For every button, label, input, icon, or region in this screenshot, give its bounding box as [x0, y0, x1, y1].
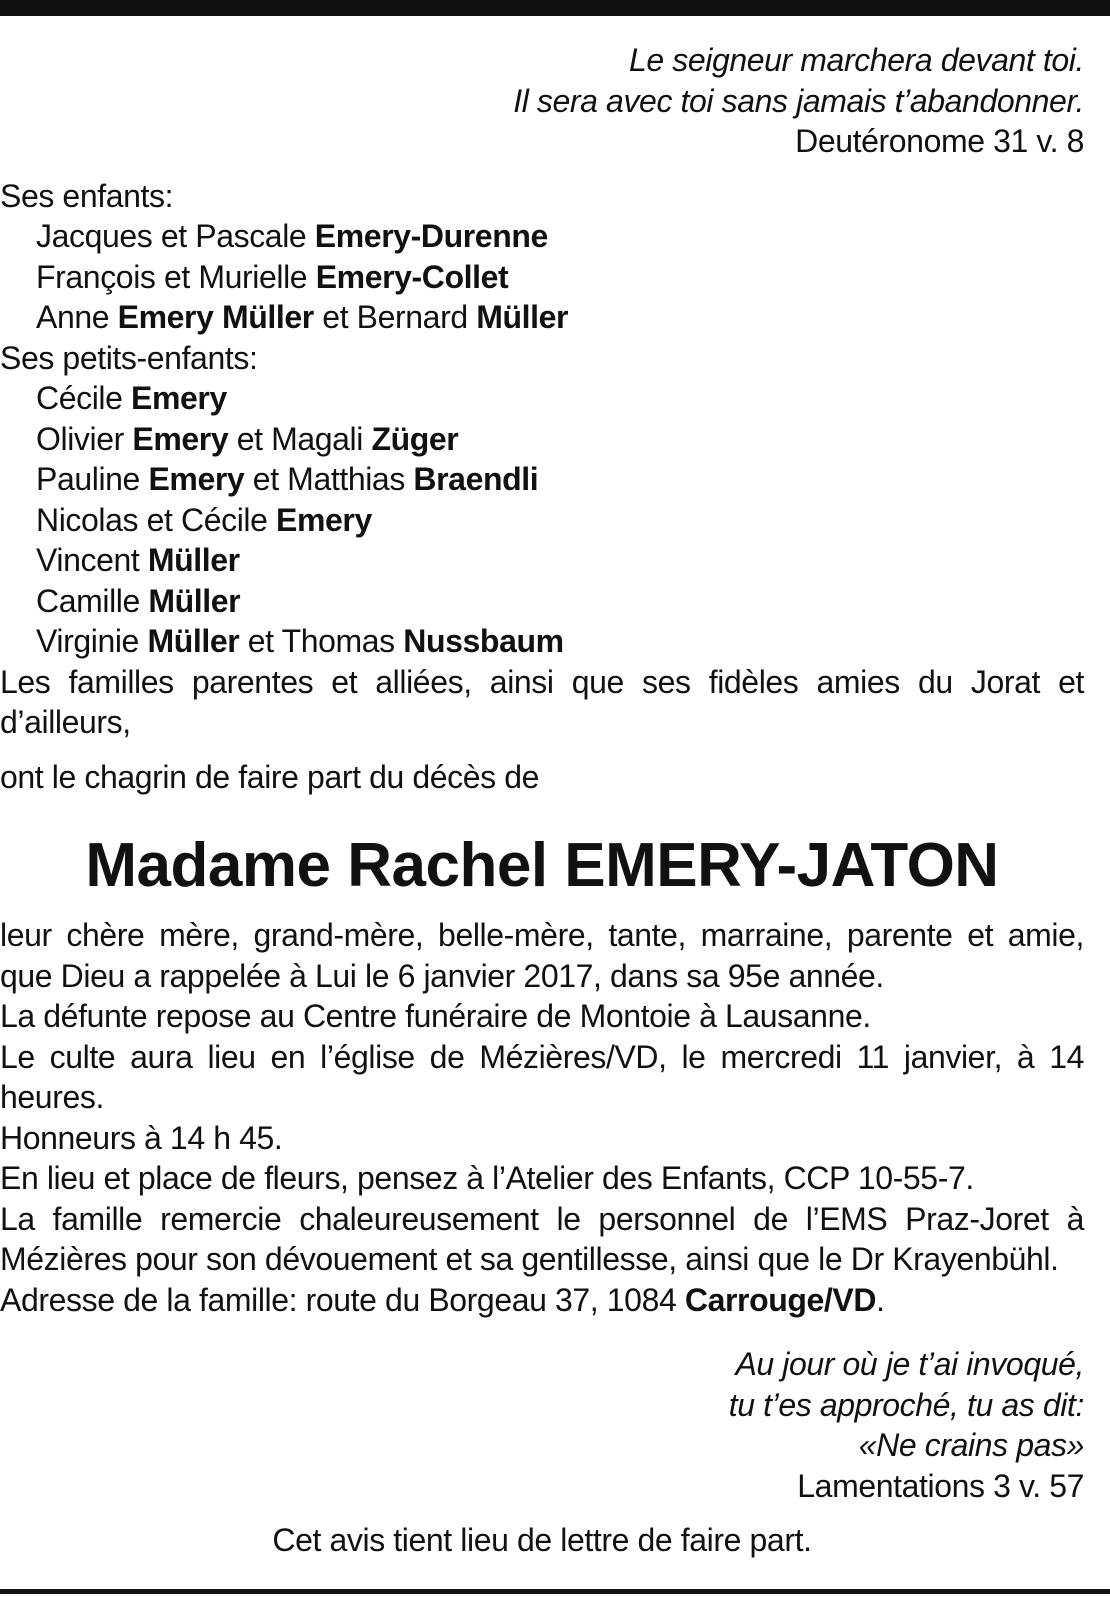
verse-reference: Deutéronome 31 v. 8 — [795, 123, 1084, 159]
family-address: Adresse de la famille: route du Borgeau 37, 1084 Carrouge/VD. — [0, 1281, 885, 1318]
grandchild-row: Pauline Emery et Matthias Braendli — [36, 461, 539, 497]
families-line: Les familles parentes et alliées, ainsi que ses fidèles amies du Jorat et d’ailleurs, — [0, 663, 1084, 740]
grandchild-row: Virginie Müller et Thomas Nussbaum — [36, 623, 564, 659]
child-row: François et Murielle Emery-Collet — [36, 258, 509, 295]
verse-line-2: tu t’es approché, tu as dit: — [728, 1386, 1084, 1423]
grandchild-row: Nicolas et Cécile Emery — [36, 501, 372, 538]
grandchildren-section — [0, 338, 1084, 662]
child-row: Anne Emery Müller et Bernard Müller — [36, 299, 569, 335]
details-section — [0, 915, 1084, 1320]
grandchild-row: Cécile Emery — [36, 380, 227, 416]
details-paragraph: La famille remercie chaleureusement le personnel de l’EMS Praz-Joret à Mézières pour son dévouement et sa gentillesse, ainsi que le Dr Krayenbühl. — [0, 1200, 1084, 1277]
details-paragraph: La défunte repose au Centre funéraire de Montoie à Lausanne. — [0, 998, 871, 1034]
child-row: Jacques et Pascale Emery-Durenne — [36, 218, 548, 254]
details-paragraph: leur chère mère, grand-mère, belle-mère, tante, marraine, parente et amie, que Dieu a rappelée à Lui le 6 janvier 2017, dans sa 95e année. — [0, 917, 1084, 994]
top-rule — [0, 0, 1110, 16]
closing-note: Cet avis tient lieu de lettre de faire part. — [272, 1522, 812, 1558]
details-paragraph: Le culte aura lieu en l’église de Mézières/VD, le mercredi 11 janvier, à 14 heures. — [0, 1038, 1084, 1115]
details-paragraph: Honneurs à 14 h 45. — [0, 1119, 283, 1156]
children-section — [0, 176, 1084, 338]
closing-verse — [0, 1344, 1084, 1506]
verse-reference: Lamentations 3 v. 57 — [797, 1467, 1084, 1504]
grandchildren-heading: Ses petits-enfants: — [0, 339, 258, 376]
obituary-notice — [0, 40, 1084, 1561]
verse-line-1: Le seigneur marchera devant toi. — [628, 42, 1084, 78]
announcement-line: ont le chagrin de faire part du décès de — [0, 758, 540, 795]
grandchild-row: Olivier Emery et Magali Züger — [36, 420, 459, 457]
deceased-name: Madame Rachel EMERY-JATON — [85, 831, 999, 900]
verse-line-2: Il sera avec toi sans jamais t’abandonner. — [513, 82, 1084, 119]
verse-line-3: «Ne crains pas» — [858, 1427, 1084, 1463]
verse-line-1: Au jour où je t’ai invoqué, — [735, 1346, 1084, 1382]
children-heading: Ses enfants: — [0, 177, 174, 214]
bottom-rule — [0, 1589, 1110, 1594]
grandchild-row: Vincent Müller — [36, 542, 240, 578]
opening-verse — [0, 40, 1084, 162]
details-paragraph: En lieu et place de fleurs, pensez à l’Atelier des Enfants, CCP 10-55-7. — [0, 1160, 974, 1196]
grandchild-row: Camille Müller — [36, 582, 241, 619]
